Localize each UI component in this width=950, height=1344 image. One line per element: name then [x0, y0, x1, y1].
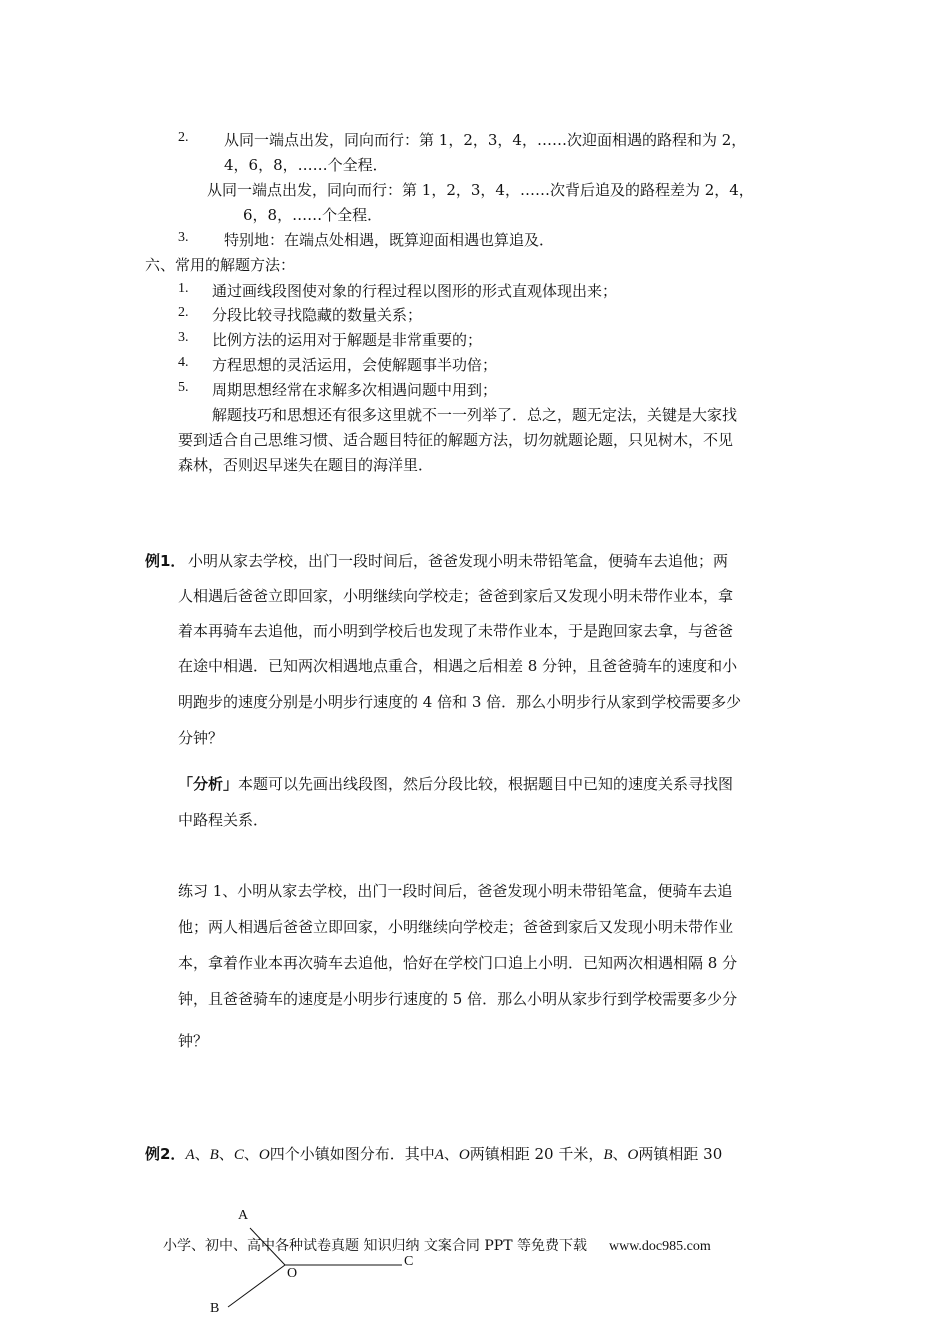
segment-ob	[228, 1265, 285, 1307]
footer	[163, 1236, 711, 1257]
example-1-line-4: 在途中相遇．已知两次相遇地点重合，相遇之后相差 8 分钟，且爸爸骑车的速度和小	[178, 657, 738, 675]
summary-line-2: 要到适合自己思维习惯、适合题目特征的解题方法，切勿就题论题，只见树木，不见	[178, 431, 734, 449]
method-3-number: 3.	[178, 330, 189, 345]
diagram-label-b: B	[210, 1301, 220, 1316]
town-b-ref: B	[209, 1147, 219, 1163]
rule-3-number: 3.	[178, 230, 189, 245]
rule-2-line-1: 从同一端点出发，同向而行：第 1，2，3，4，……次迎面相遇的路程和为 2，	[224, 131, 747, 149]
rule-2-line-4: 6，8，……个全程．	[243, 206, 383, 224]
method-1-text: 通过画线段图使对象的行程过程以图形的形式直观体现出来；	[212, 282, 618, 300]
practice-1-line-2: 他；两人相遇后爸爸立即回家，小明继续向学校走；爸爸到家后又发现小明未带作业	[178, 918, 734, 936]
rule-2-number: 2.	[178, 130, 189, 145]
rule-2-line-3: 从同一端点出发，同向而行：第 1，2，3，4，……次背后追及的路程差为 2，4，	[207, 181, 754, 199]
footer-url[interactable]: www.doc985.com	[608, 1239, 711, 1254]
analysis-line-2: 中路程关系．	[178, 811, 269, 829]
method-2-number: 2.	[178, 305, 189, 320]
example-2-text-1: 四个小镇如图分布．其中	[269, 1145, 435, 1163]
example-2-line-1: 例2．A、B、C、O四个小镇如图分布．其中A、O两镇相距 20 千米，B、O两镇相距 30	[145, 1145, 723, 1163]
analysis-text-1: 本题可以先画出线段图，然后分段比较，根据题目中已知的速度关系寻找图	[238, 775, 734, 793]
example-1-line-6: 分钟？	[178, 729, 224, 747]
practice-1-line-4: 钟，且爸爸骑车的速度是小明步行速度的 5 倍．那么小明从家步行到学校需要多少分	[178, 990, 738, 1008]
method-4-text: 方程思想的灵活运用，会使解题事半功倍；	[212, 356, 498, 374]
practice-1-line-5: 钟？	[178, 1032, 209, 1050]
method-4-number: 4.	[178, 355, 189, 370]
method-1-number: 1.	[178, 281, 189, 296]
example-2-label: 例2．	[145, 1145, 186, 1163]
method-3-text: 比例方法的运用对于解题是非常重要的；	[212, 331, 483, 349]
summary-line-1: 解题技巧和思想还有很多这里就不一一列举了．总之，题无定法，关键是大家找	[212, 406, 738, 424]
practice-1-line-1: 练习 1、小明从家去学校，出门一段时间后，爸爸发现小明未带铅笔盒，便骑车去追	[178, 882, 733, 900]
diagram-label-a: A	[238, 1208, 249, 1223]
example-1-line-5: 明跑步的速度分别是小明步行速度的 4 倍和 3 倍．那么小明步行从家到学校需要多少	[178, 693, 742, 711]
town-o-ref: O	[258, 1147, 270, 1163]
example-2-text-2: 两镇相距 20 千米，	[469, 1145, 604, 1163]
example-1-line-2: 人相遇后爸爸立即回家，小明继续向学校走；爸爸到家后又发现小明未带作业本，拿	[178, 587, 734, 605]
method-2-text: 分段比较寻找隐藏的数量关系；	[212, 306, 423, 324]
diagram-label-o: O	[287, 1266, 298, 1281]
town-a-ref: A	[185, 1147, 195, 1163]
analysis-label: 「分析」	[178, 775, 239, 793]
diagram-label-c: C	[404, 1254, 414, 1269]
example-1-label: 例1．	[145, 552, 186, 570]
summary-line-3: 森林，否则迟早迷失在题目的海洋里．	[178, 456, 434, 474]
methods-heading: 六、常用的解题方法：	[145, 256, 296, 274]
footer-text: 小学、初中、高中各种试卷真题 知识归纳 文案合同 PPT 等免费下载	[163, 1238, 587, 1254]
practice-1-line-3: 本，拿着作业本再次骑车去追他，恰好在学校门口追上小明．已知两次相遇相隔 8 分	[178, 954, 738, 972]
example-2-text-3: 两镇相距 30	[638, 1145, 723, 1163]
example-1-line-3: 着本再骑车去追他，而小明到学校后也发现了未带作业本，于是跑回家去拿，与爸爸	[178, 622, 734, 640]
method-5-text: 周期思想经常在求解多次相遇问题中用到；	[212, 381, 498, 399]
town-c-ref: C	[233, 1147, 244, 1163]
rule-2-line-2: 4，6，8，……个全程．	[224, 156, 388, 174]
example-1-line-1: 小明从家去学校，出门一段时间后，爸爸发现小明未带铅笔盒，便骑车去追他；两	[188, 552, 729, 570]
rule-3-text: 特别地：在端点处相遇，既算迎面相遇也算追及．	[224, 231, 555, 249]
method-5-number: 5.	[178, 380, 189, 395]
